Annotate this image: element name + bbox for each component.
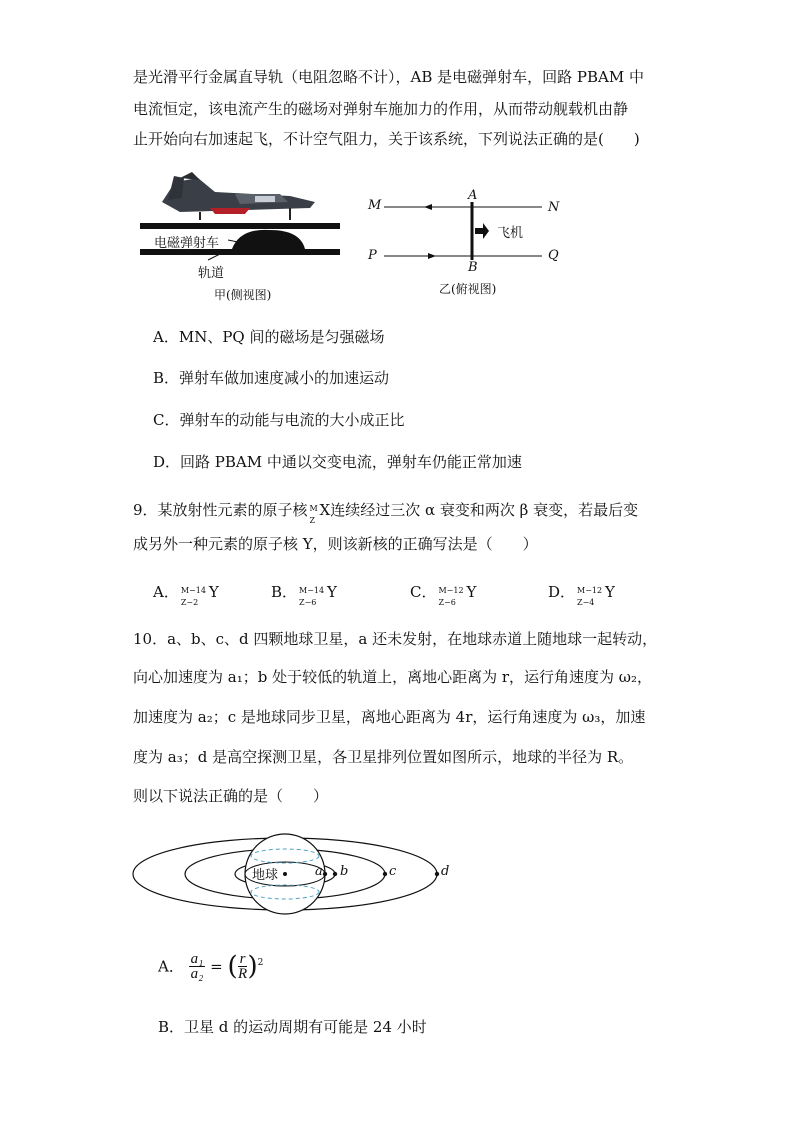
q9-stem-part-1: 9．某放射性元素的原子核: [133, 501, 308, 519]
q9-option-b-scripts: [297, 584, 327, 607]
q9-option-d-charge: Z−4: [577, 598, 595, 607]
q9-option-d-label: D．: [548, 583, 576, 601]
q9-option-c-mass: M−12: [438, 586, 464, 595]
caption-top-view: 乙(俯视图): [439, 282, 497, 296]
label-Q: Q: [548, 248, 559, 263]
q9-option-a-symbol: Y: [208, 583, 219, 601]
q8-option-b: B．弹射车做加速度减小的加速运动: [153, 369, 390, 387]
label-plane: 飞机: [497, 226, 524, 241]
q9-nucleus-scripts: [308, 502, 320, 525]
arrow-right: [428, 253, 436, 259]
caption-side-view: 甲(侧视图): [214, 288, 272, 302]
q9-option-b-symbol: Y: [327, 583, 337, 601]
satellite-a-dot: [323, 872, 327, 876]
q10-option-a-lhs-fraction: [189, 952, 206, 981]
q9-option-b: [271, 581, 337, 607]
paren-right-icon: ): [247, 951, 258, 982]
q8-option-c: C．弹射车的动能与电流的大小成正比: [153, 411, 405, 429]
q9-option-a-scripts: [179, 584, 209, 607]
q9-stem-line-1: [133, 499, 639, 525]
fighter-jet-image: [162, 172, 315, 220]
q9-option-d-symbol: Y: [605, 583, 615, 601]
q8-option-d: D．回路 PBAM 中通以交变电流，弹射车仍能正常加速: [153, 453, 522, 471]
q10-option-a-rhs-fraction: [238, 952, 248, 981]
q10-option-a-rhs-den: R: [237, 966, 248, 982]
q10-option-a: [158, 952, 263, 981]
q10-stem-line-1: 10．a、b、c、d 四颗地球卫星，a 还未发射，在地球赤道上随地球一起转动，: [133, 630, 658, 648]
arrow-right-icon: [475, 223, 489, 239]
q9-option-c-scripts: [436, 584, 466, 607]
q9-option-b-charge: Z−6: [299, 598, 317, 607]
label-sat-a: a: [315, 864, 323, 879]
satellite-d-dot: [435, 872, 439, 876]
q8-stem-line-3: 止开始向右加速起飞，不计空气阻力，关于该系统，下列说法正确的是( ): [133, 130, 640, 148]
launcher-shape: [232, 230, 305, 249]
q10-stem-line-3: 加速度为 a₂；c 是地球同步卫星，离地心距离为 4r，运行角速度为 ω₃，加速: [133, 708, 646, 726]
q9-nucleus-mass: M: [309, 504, 318, 513]
label-sat-c: c: [389, 864, 397, 879]
q9-stem-line-2: 成另外一种元素的原子核 Y，则该新核的正确写法是（ ）: [133, 535, 538, 553]
q9-stem-part-2: 连续经过三次 α 衰变和两次 β 衰变，若最后变: [330, 501, 639, 519]
paren-left-icon: (: [227, 951, 238, 982]
q9-nucleus-charge: Z: [309, 516, 316, 525]
q9-option-a: [153, 581, 219, 607]
figure-side-view: [140, 172, 345, 307]
label-M: M: [368, 198, 382, 213]
label-launcher: 电磁弹射车: [154, 236, 220, 251]
q9-option-c-symbol: Y: [466, 583, 477, 601]
q9-option-b-mass: M−14: [299, 586, 325, 595]
q10-stem-line-2: 向心加速度为 a₁；b 处于较低的轨道上，离地心距离为 r，运行角速度为 ω₂，: [133, 668, 653, 686]
label-A: A: [468, 188, 478, 203]
q9-option-a-charge: Z−2: [180, 598, 199, 607]
earth-center-dot: [283, 872, 287, 876]
q10-option-b: B．卫星 d 的运动周期有可能是 24 小时: [158, 1018, 427, 1036]
orbit-figure-drawing: [130, 832, 470, 922]
satellite-c-dot: [383, 872, 387, 876]
q9-option-c-charge: Z−6: [438, 598, 456, 607]
q9-option-c: [410, 581, 477, 607]
q8-option-a: A．MN、PQ 间的磁场是匀强磁场: [153, 328, 385, 346]
q9-option-d-scripts: [575, 584, 605, 607]
figure-top-view: [362, 190, 572, 300]
q8-stem-line-2: 电流恒定，该电流产生的磁场对弹射车施加力的作用，从而带动舰载机由静: [133, 100, 629, 118]
q10-option-a-rhs-num: r: [239, 951, 246, 967]
q10-option-a-lhs-num: a₁: [190, 951, 204, 967]
arrow-left: [424, 204, 432, 210]
label-sat-b: b: [340, 864, 349, 879]
q10-option-a-equals: =: [210, 957, 223, 976]
label-sat-d: d: [441, 864, 450, 879]
q9-option-d: [548, 581, 615, 607]
orbit-figure: [130, 832, 470, 922]
q9-option-d-mass: M−12: [577, 586, 603, 595]
q10-stem-line-4: 度为 a₃；d 是高空探测卫星，各卫星排列位置如图所示，地球的半径为 R。: [133, 748, 634, 766]
q9-option-a-label: A．: [153, 583, 179, 601]
q9-nucleus-symbol: X: [319, 501, 331, 519]
q9-option-b-label: B．: [271, 583, 298, 601]
label-P: P: [368, 248, 377, 263]
satellite-b-dot: [333, 872, 337, 876]
q10-option-a-exponent: 2: [257, 958, 264, 968]
label-B: B: [468, 260, 478, 275]
rail-top: [140, 223, 340, 229]
q9-option-c-label: C．: [410, 583, 437, 601]
q10-stem-line-5: 则以下说法正确的是（ ）: [133, 787, 329, 805]
q10-option-a-lhs-den: a₂: [190, 966, 204, 982]
q10-option-a-label: A．: [158, 957, 184, 976]
q9-option-a-mass: M−14: [180, 586, 206, 595]
label-track: 轨道: [198, 266, 225, 281]
label-earth: 地球: [252, 868, 279, 883]
label-N: N: [548, 200, 560, 215]
q8-stem-line-1: 是光滑平行金属直导轨（电阻忽略不计），AB 是电磁弹射车，回路 PBAM 中: [133, 68, 644, 86]
